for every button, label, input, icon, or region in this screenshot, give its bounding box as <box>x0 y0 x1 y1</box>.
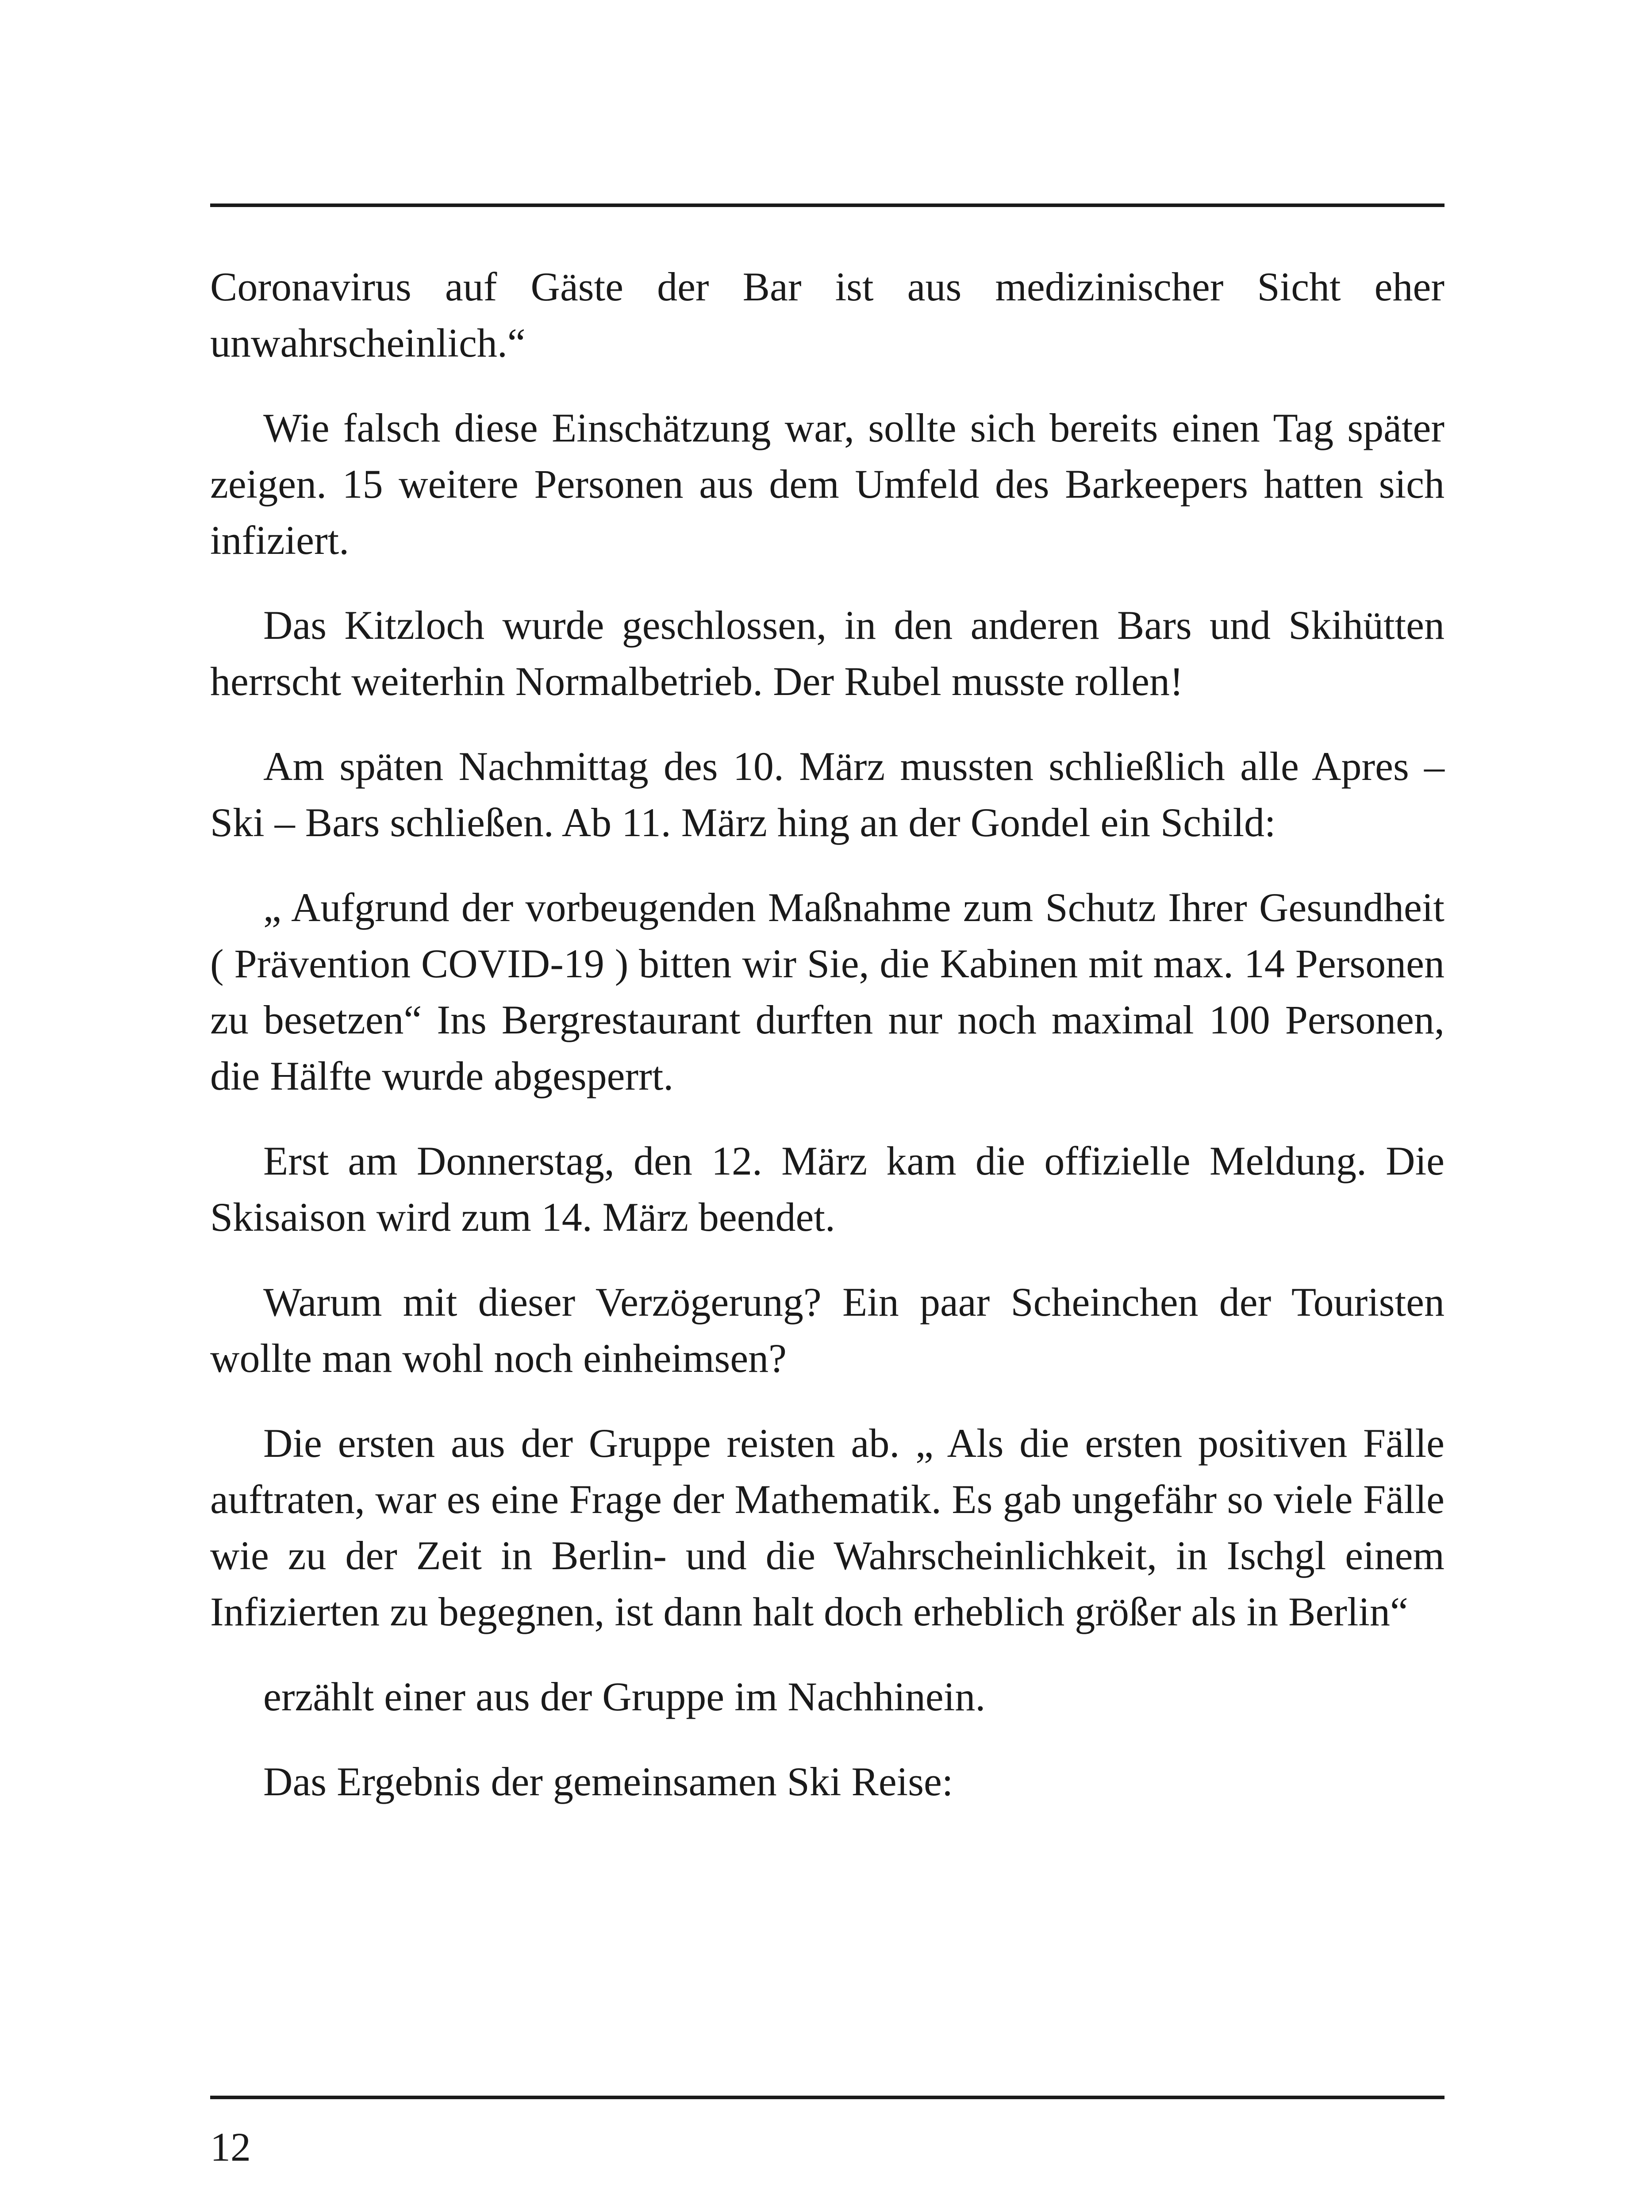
paragraph-4: Am späten Nachmittag des 10. März mussten schließlich alle Apres – Ski – Bars schließen. Ab 11. März hing an der Gondel ein Schild: <box>210 744 1445 845</box>
footer-rule <box>210 2096 1445 2099</box>
paragraph-6: Erst am Donnerstag, den 12. März kam die offizielle Meldung. Die Skisaison wird zum 14. März beendet. <box>210 1138 1445 1240</box>
paragraph-3: Das Kitzloch wurde geschlossen, in den anderen Bars und Skihütten herrscht weiterhin Normalbetrieb. Der Rubel musste rollen! <box>210 603 1445 704</box>
paragraph-9: erzählt einer aus der Gruppe im Nachhinein. <box>263 1674 986 1719</box>
paragraph-10: Das Ergebnis der gemeinsamen Ski Reise: <box>263 1759 953 1804</box>
paragraph-2: Wie falsch diese Einschätzung war, sollte sich bereits einen Tag später zeigen. 15 weitere Personen aus dem Umfeld des Barkeepers hatten sich infiziert. <box>210 405 1445 563</box>
paragraph-1: Coronavirus auf Gäste der Bar ist aus medizinischer Sicht eher unwahrscheinlich.“ <box>210 264 1445 365</box>
paragraph-7: Warum mit dieser Verzögerung? Ein paar Scheinchen der Touristen wollte man wohl noch einheimsen? <box>210 1279 1445 1381</box>
header-rule <box>210 204 1445 207</box>
page-number: 12 <box>210 2124 251 2170</box>
paragraph-5: „ Aufgrund der vorbeugenden Maßnahme zum Schutz Ihrer Gesundheit ( Prävention COVID-19 ) bitten wir Sie, die Kabinen mit max. 14 Personen zu besetzen“ Ins Bergrestaurant durften nur noch maximal 100 Personen, die Hälfte wurde abgesperrt. <box>210 885 1445 1098</box>
paragraph-8: Die ersten aus der Gruppe reisten ab. „ Als die ersten positiven Fälle auftraten, war es eine Frage der Mathematik. Es gab ungefähr so viele Fälle wie zu der Zeit in Berlin- und die Wahrscheinlichkeit, in Ischgl einem Infizierten zu begegnen, ist dann halt doch erheblich größer als in Berlin“ <box>210 1421 1445 1634</box>
body-text <box>210 259 1445 1839</box>
